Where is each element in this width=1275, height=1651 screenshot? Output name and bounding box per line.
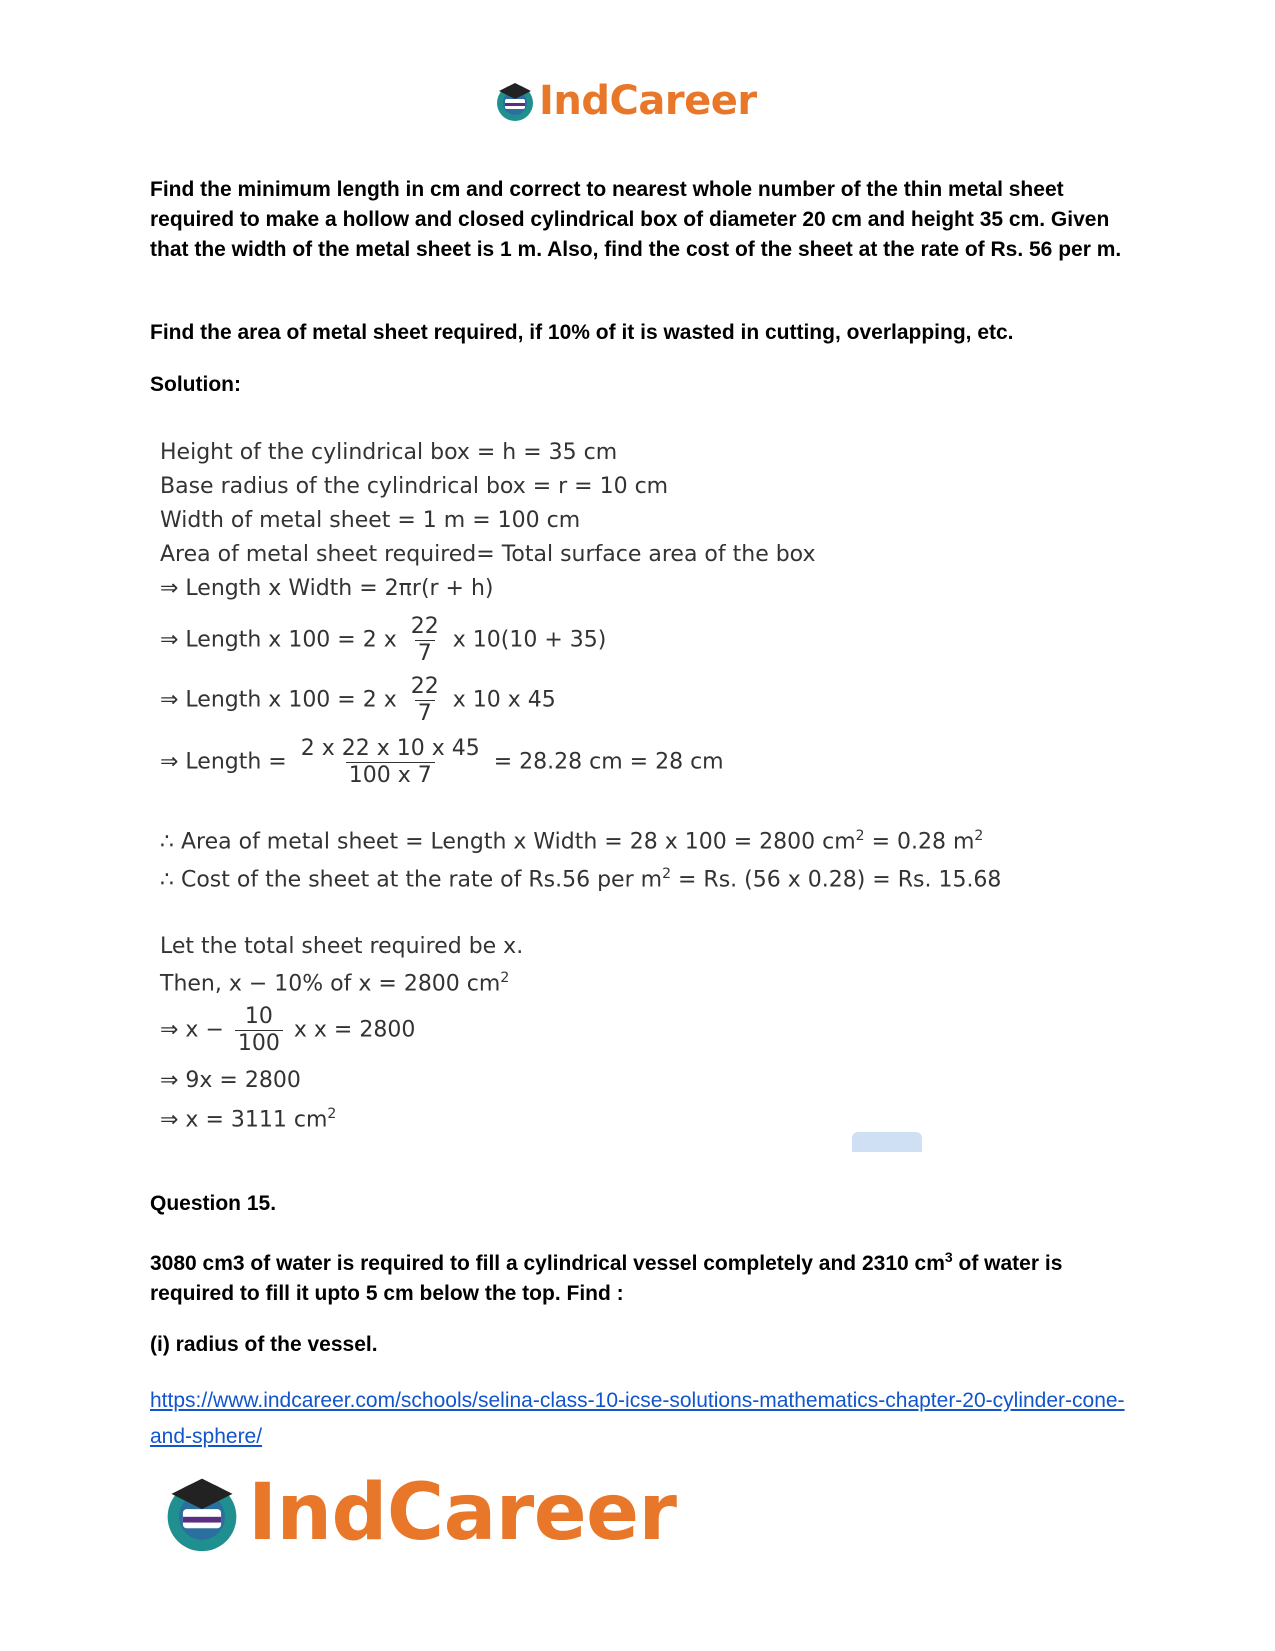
line-7-suffix: x 10 x 45 xyxy=(452,687,556,713)
fraction xyxy=(408,674,442,727)
solution-line-15 xyxy=(160,1106,336,1132)
brand-name: IndCareer xyxy=(539,78,757,124)
superscript: 2 xyxy=(662,866,671,882)
solution-line-11: Let the total sheet required be x. xyxy=(160,934,524,959)
fraction xyxy=(235,1004,283,1057)
denominator: 100 xyxy=(235,1030,283,1057)
footer-logo xyxy=(160,1468,677,1558)
question-heading: Question 15. xyxy=(150,1192,277,1215)
numerator: 10 xyxy=(244,1004,273,1029)
denominator: 7 xyxy=(415,640,435,667)
solution-line-13 xyxy=(160,1004,415,1057)
numerator: 22 xyxy=(410,614,439,639)
solution-line-9 xyxy=(160,828,983,854)
line-12-text: Then, x − 10% of x = 2800 cm xyxy=(160,971,501,997)
question-part2: Find the area of metal sheet required, if 10% of it is wasted in cutting, overlapping, etc. xyxy=(150,321,1014,344)
line-7-prefix: ⇒ Length x 100 = 2 x xyxy=(160,687,397,713)
superscript: 3 xyxy=(944,1249,953,1265)
solution-line-8 xyxy=(160,736,724,789)
brand-name: IndCareer xyxy=(248,1468,677,1558)
line-6-prefix: ⇒ Length x 100 = 2 x xyxy=(160,627,397,653)
graduation-globe-icon xyxy=(160,1471,244,1555)
q15-text: 3080 cm3 of water is required to fill a cylindrical vessel completely and 2310 cm xyxy=(150,1252,945,1275)
denominator: 100 x 7 xyxy=(346,762,435,789)
line-13-suffix: x x = 2800 xyxy=(293,1017,416,1043)
solution-line-3: Width of metal sheet = 1 m = 100 cm xyxy=(160,508,581,533)
numerator: 22 xyxy=(410,674,439,699)
solution-line-14: ⇒ 9x = 2800 xyxy=(160,1068,301,1093)
superscript: 2 xyxy=(855,828,865,844)
line-9-text: ∴ Area of metal sheet = Length x Width = 28 x 100 = 2800 cm xyxy=(160,829,856,855)
fraction xyxy=(408,614,442,667)
graduation-globe-icon xyxy=(493,79,537,123)
denominator: 7 xyxy=(415,700,435,727)
solution-line-7 xyxy=(160,674,556,727)
question-15-part1: (i) radius of the vessel. xyxy=(150,1333,378,1356)
source-link[interactable]: https://www.indcareer.com/schools/selina-class-10-icse-solutions-mathematics-chapter-20-cylinder-cone-and-sphere/ xyxy=(150,1389,1125,1448)
superscript: 2 xyxy=(500,970,510,986)
solution-line-1: Height of the cylindrical box = h = 35 cm xyxy=(160,440,618,465)
line-15-text: ⇒ x = 3111 cm xyxy=(160,1107,328,1133)
line-10-suffix: = Rs. (56 x 0.28) = Rs. 15.68 xyxy=(670,867,1002,893)
line-13-prefix: ⇒ x − xyxy=(160,1017,224,1043)
solution-line-4: Area of metal sheet required= Total surface area of the box xyxy=(160,542,816,567)
numerator: 2 x 22 x 10 x 45 xyxy=(300,736,480,761)
solution-line-5: ⇒ Length x Width = 2πr(r + h) xyxy=(160,576,494,601)
question-text: Find the minimum length in cm and correct to nearest whole number of the thin metal sheet required to make a hollow and closed cylindrical box of diameter 20 cm and height 35 cm. Given that the width of the metal sheet is 1 m. Also, find the cost of the sheet at the rate of Rs. 56 per m. xyxy=(150,178,1122,261)
superscript: 2 xyxy=(974,828,984,844)
question-15-text xyxy=(150,1242,1130,1309)
line-10-text: ∴ Cost of the sheet at the rate of Rs.56 per m xyxy=(160,867,663,893)
header-logo xyxy=(493,78,757,124)
solution-label: Solution: xyxy=(150,373,241,396)
solution-line-6 xyxy=(160,614,606,667)
line-9-mid: = 0.28 m xyxy=(864,829,975,855)
superscript: 2 xyxy=(327,1106,337,1122)
line-6-suffix: x 10(10 + 35) xyxy=(452,627,607,653)
line-8-prefix: ⇒ Length = xyxy=(160,749,287,775)
solution-line-10 xyxy=(160,866,1001,892)
solution-line-2: Base radius of the cylindrical box = r = 10 cm xyxy=(160,474,669,499)
line-8-suffix: = 28.28 cm = 28 cm xyxy=(493,749,724,775)
solution-line-12 xyxy=(160,970,509,996)
highlight-mark xyxy=(852,1132,922,1152)
fraction xyxy=(298,736,483,789)
q15-text-cont: of water is required to fill it upto 5 cm below the top. Find : xyxy=(150,1252,1063,1305)
